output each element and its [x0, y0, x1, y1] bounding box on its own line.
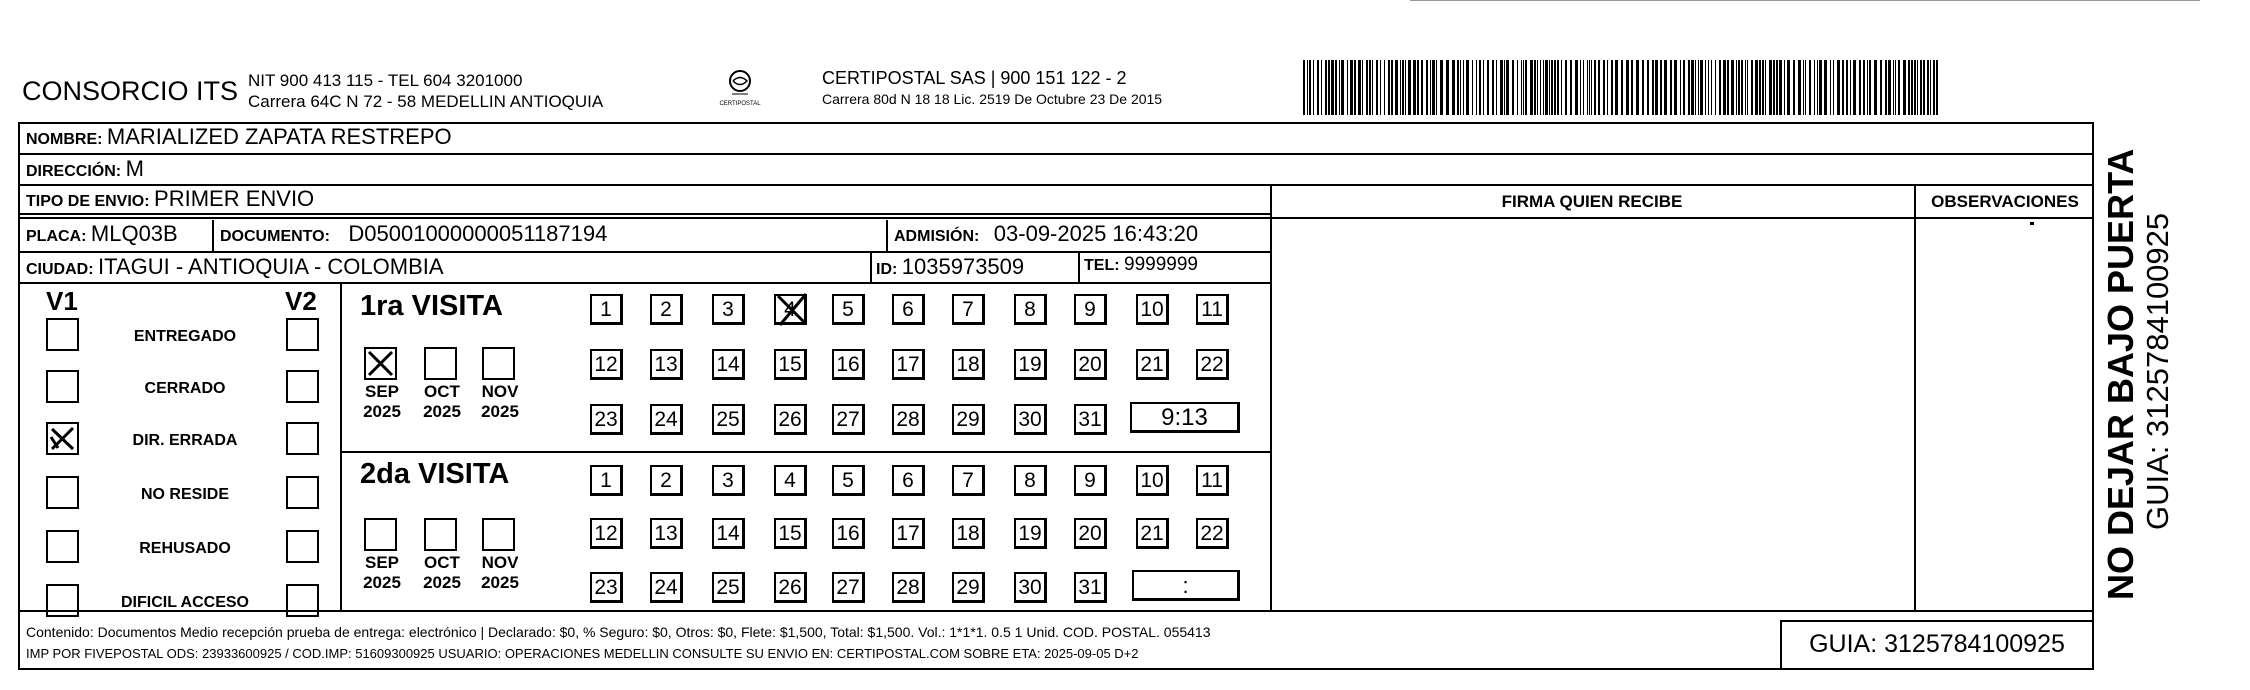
certipostal-address: Carrera 80d N 18 18 Lic. 2519 De Octubre 23 De 2015 — [822, 91, 1163, 107]
day-number: 31 — [1078, 576, 1102, 599]
visit2-day-box[interactable] — [892, 465, 925, 496]
visit1-day-box[interactable] — [1136, 349, 1169, 380]
visit1-day-box[interactable] — [1014, 404, 1047, 435]
day-number: 4 — [784, 298, 796, 321]
month-name: NOV — [481, 382, 519, 401]
status-label: DIR. ERRADA — [132, 432, 238, 449]
visit2-day-box[interactable] — [1136, 465, 1169, 496]
tipo-value: PRIMER ENVIO — [154, 186, 315, 211]
visit2-day-box[interactable] — [1196, 518, 1229, 549]
obs-mark — [2030, 222, 2034, 225]
logo-text: CERTIPOSTAL — [719, 101, 761, 107]
month-year: 2025 — [481, 573, 519, 592]
visit1-day-box[interactable] — [952, 294, 985, 325]
day-number: 25 — [716, 576, 740, 599]
day-number: 13 — [654, 522, 678, 545]
footer-line-1: Contenido: Documentos Medio recepción prueba de entrega: electrónico | Declarado: $0, % Seguro: $0, Otros: $0, Flete: $1,500, Total: $1,500. Vol.: 1*1*1. 0.5 1 Unid. COD. POSTAL. 055413 — [26, 624, 1211, 640]
status-label: DIFICIL ACCESO — [120, 594, 249, 611]
barcode — [1303, 60, 1939, 115]
id-label: ID: — [876, 261, 898, 278]
footer-line-2: IMP POR FIVEPOSTAL ODS: 23933600925 / COD.IMP: 51609300925 USUARIO: OPERACIONES MEDELLIN CONSULTE SU ENVIO EN: CERTIPOSTAL.COM SOBRE ETA: 2025-09-05 D+2 — [26, 646, 1139, 661]
day-number: 18 — [956, 353, 980, 376]
visit2-day-box[interactable] — [952, 572, 985, 603]
day-number: 7 — [962, 298, 974, 321]
day-number: 24 — [654, 576, 678, 599]
day-number: 22 — [1200, 522, 1224, 545]
visit1-month-label — [416, 382, 468, 422]
tel-field — [1084, 254, 1198, 276]
ciudad-field — [26, 254, 444, 280]
visit2-day-box[interactable] — [1196, 465, 1229, 496]
visit1-day-box[interactable] — [892, 349, 925, 380]
company-name: CONSORCIO ITS — [22, 76, 239, 106]
visit1-title: 1ra VISITA — [360, 290, 503, 322]
day-number: 13 — [654, 353, 678, 376]
company-info — [248, 70, 603, 112]
day-number: 14 — [716, 353, 740, 376]
day-number: 16 — [836, 353, 860, 376]
day-number: 21 — [1140, 353, 1164, 376]
check-x-icon — [366, 349, 395, 378]
visit1-day-box[interactable] — [712, 349, 745, 380]
visit1-month-checkbox[interactable] — [364, 347, 397, 380]
visit1-day-box[interactable] — [832, 294, 865, 325]
tipo-label: TIPO DE ENVIO: — [26, 193, 150, 210]
day-number: 20 — [1078, 353, 1102, 376]
v1-checkbox[interactable] — [46, 422, 79, 455]
visit2-day-box[interactable] — [650, 572, 683, 603]
v1-checkbox[interactable] — [46, 584, 79, 617]
visit2-day-box[interactable] — [1014, 518, 1047, 549]
visit2-day-box[interactable] — [1074, 572, 1107, 603]
day-number: 6 — [902, 298, 914, 321]
documento-field — [220, 221, 607, 247]
visit2-month-checkbox[interactable] — [364, 518, 397, 551]
visit1-day-box[interactable] — [590, 404, 623, 435]
day-number: 2 — [660, 469, 672, 492]
visit2-month-label — [474, 553, 526, 593]
day-number: 29 — [956, 408, 980, 431]
visit2-day-box[interactable] — [1074, 518, 1107, 549]
visit1-month-label — [474, 382, 526, 422]
visit2-day-box[interactable] — [1014, 572, 1047, 603]
day-number: 15 — [778, 522, 802, 545]
day-number: 6 — [902, 469, 914, 492]
day-number: 28 — [896, 408, 920, 431]
certipostal-line: CERTIPOSTAL SAS | 900 151 122 - 2 — [822, 68, 1127, 88]
day-number: 19 — [1018, 522, 1042, 545]
day-number: 21 — [1140, 522, 1164, 545]
visit2-day-box[interactable] — [952, 518, 985, 549]
day-number: 27 — [836, 576, 860, 599]
visit2-day-box[interactable] — [1014, 465, 1047, 496]
day-number: 29 — [956, 576, 980, 599]
visit1-month-checkbox[interactable] — [482, 347, 515, 380]
visit2-day-box[interactable] — [832, 572, 865, 603]
logo-icon — [723, 68, 757, 96]
nombre-value: MARIALIZED ZAPATA RESTREPO — [106, 124, 452, 149]
day-number: 23 — [594, 408, 618, 431]
day-number: 9 — [1084, 469, 1096, 492]
day-number: 20 — [1078, 522, 1102, 545]
visit2-time-text: : — [1182, 573, 1189, 598]
tel-label: TEL: — [1084, 257, 1120, 274]
cross-mark-icon — [774, 292, 810, 328]
placa-label: PLACA: — [26, 228, 87, 245]
status-label: ENTREGADO — [133, 328, 237, 345]
day-number: 17 — [896, 522, 920, 545]
visit1-day-box[interactable] — [650, 404, 683, 435]
month-name: OCT — [424, 382, 460, 401]
visit2-day-box[interactable] — [650, 465, 683, 496]
v2-checkbox[interactable] — [286, 370, 319, 403]
status-label: CERRADO — [144, 380, 226, 397]
v2-checkbox[interactable] — [286, 476, 319, 509]
month-year: 2025 — [363, 573, 401, 592]
admision-value: 03-09-2025 16:43:20 — [993, 221, 1199, 246]
status-label: REHUSADO — [139, 540, 231, 557]
id-value: 1035973509 — [901, 254, 1025, 279]
visit1-time-text: 9:13 — [1161, 404, 1208, 431]
visit1-day-box[interactable] — [1074, 294, 1107, 325]
v2-checkbox[interactable] — [286, 530, 319, 563]
nombre-field — [26, 124, 452, 150]
address-line: Carrera 64C N 72 - 58 MEDELLIN ANTIOQUIA — [248, 92, 604, 111]
month-year: 2025 — [363, 402, 401, 421]
day-number: 26 — [778, 408, 802, 431]
day-number: 27 — [836, 408, 860, 431]
visit2-month-label — [356, 553, 408, 593]
direccion-field — [26, 156, 144, 182]
v1-checkbox[interactable] — [46, 476, 79, 509]
day-number: 1 — [600, 298, 612, 321]
v1-header: V1 — [46, 286, 78, 316]
visit2-day-box[interactable] — [590, 465, 623, 496]
day-number: 3 — [722, 469, 734, 492]
day-number: 23 — [594, 576, 618, 599]
visit2-day-box[interactable] — [832, 465, 865, 496]
visit1-day-box[interactable] — [1074, 349, 1107, 380]
direccion-value: M — [125, 156, 144, 181]
day-number: 25 — [716, 408, 740, 431]
visit2-time — [1132, 570, 1240, 601]
month-name: SEP — [364, 382, 400, 401]
day-number: 4 — [784, 469, 796, 492]
day-number: 12 — [594, 353, 618, 376]
visit1-day-box[interactable] — [590, 349, 623, 380]
visit2-month-label — [416, 553, 468, 593]
visit1-day-box[interactable] — [832, 404, 865, 435]
day-number: 28 — [896, 576, 920, 599]
day-number: 31 — [1078, 408, 1102, 431]
side-guia: GUIA: 3125784100925 — [2140, 212, 2175, 530]
month-name: SEP — [364, 553, 400, 572]
visit1-day-box[interactable] — [590, 294, 623, 325]
visit1-day-box[interactable] — [650, 349, 683, 380]
day-number: 12 — [594, 522, 618, 545]
day-number: 18 — [956, 522, 980, 545]
nit-line: NIT 900 413 115 - TEL 604 3201000 — [248, 71, 523, 90]
firma-label: FIRMA QUIEN RECIBE — [1501, 192, 1683, 211]
month-name: NOV — [481, 553, 519, 572]
admision-field — [894, 221, 1198, 247]
visit2-month-checkbox[interactable] — [424, 518, 457, 551]
visit2-day-box[interactable] — [774, 518, 807, 549]
day-number: 14 — [716, 522, 740, 545]
visit2-day-box[interactable] — [832, 518, 865, 549]
month-name: OCT — [424, 553, 460, 572]
ciudad-label: CIUDAD: — [26, 261, 94, 278]
visit2-day-box[interactable] — [892, 518, 925, 549]
day-number: 8 — [1024, 298, 1036, 321]
admision-label: ADMISIÓN: — [894, 228, 980, 245]
day-number: 26 — [778, 576, 802, 599]
placa-field — [26, 221, 178, 247]
visit1-day-box[interactable] — [1014, 294, 1047, 325]
visit1-day-box[interactable] — [1196, 349, 1229, 380]
visit1-day-box[interactable] — [774, 294, 807, 325]
nombre-label: NOMBRE: — [26, 131, 103, 148]
id-field — [876, 254, 1024, 280]
day-number: 10 — [1140, 298, 1164, 321]
visit2-day-box[interactable] — [1136, 518, 1169, 549]
v1-checkbox[interactable] — [46, 530, 79, 563]
visit2-day-box[interactable] — [1074, 465, 1107, 496]
day-number: 8 — [1024, 469, 1036, 492]
tel-value: 9999999 — [1124, 254, 1198, 275]
documento-label: DOCUMENTO: — [220, 228, 330, 245]
month-year: 2025 — [481, 402, 519, 421]
visit2-day-box[interactable] — [650, 518, 683, 549]
visit1-day-box[interactable] — [1196, 294, 1229, 325]
month-year: 2025 — [423, 402, 461, 421]
side-warning: NO DEJAR BAJO PUERTA — [2100, 148, 2141, 600]
certipostal-logo — [715, 68, 765, 107]
visit1-time — [1130, 402, 1240, 433]
day-number: 19 — [1018, 353, 1042, 376]
visit1-day-box[interactable] — [1074, 404, 1107, 435]
placa-value: MLQ03B — [90, 221, 178, 246]
visit2-day-box[interactable] — [774, 572, 807, 603]
day-number: 11 — [1201, 298, 1223, 321]
visit1-day-box[interactable] — [712, 404, 745, 435]
v2-checkbox[interactable] — [286, 422, 319, 455]
day-number: 9 — [1084, 298, 1096, 321]
visit1-day-box[interactable] — [650, 294, 683, 325]
visit2-month-checkbox[interactable] — [482, 518, 515, 551]
day-number: 16 — [836, 522, 860, 545]
day-number: 17 — [896, 353, 920, 376]
check-x-icon — [48, 424, 77, 453]
day-number: 11 — [1201, 469, 1223, 492]
day-number: 5 — [842, 469, 854, 492]
direccion-label: DIRECCIÓN: — [26, 163, 122, 180]
visit2-day-box[interactable] — [712, 465, 745, 496]
day-number: 7 — [962, 469, 974, 492]
certipostal-info — [822, 68, 1162, 110]
day-number: 24 — [654, 408, 678, 431]
visit2-day-box[interactable] — [712, 572, 745, 603]
visit2-day-box[interactable] — [712, 518, 745, 549]
day-number: 5 — [842, 298, 854, 321]
status-label: NO RESIDE — [140, 486, 229, 503]
visit2-title: 2da VISITA — [360, 458, 510, 490]
visit1-day-box[interactable] — [712, 294, 745, 325]
visit1-month-label — [356, 382, 408, 422]
visit1-day-box[interactable] — [832, 349, 865, 380]
day-number: 22 — [1200, 353, 1224, 376]
visit1-day-box[interactable] — [1014, 349, 1047, 380]
visit1-day-box[interactable] — [952, 349, 985, 380]
month-year: 2025 — [423, 573, 461, 592]
day-number: 30 — [1018, 576, 1042, 599]
ciudad-value: ITAGUI - ANTIOQUIA - COLOMBIA — [98, 254, 444, 279]
v2-header: V2 — [285, 286, 317, 316]
visit1-day-box[interactable] — [892, 294, 925, 325]
v2-checkbox[interactable] — [286, 584, 319, 617]
visit1-day-box[interactable] — [892, 404, 925, 435]
v1-checkbox[interactable] — [46, 370, 79, 403]
visit2-day-box[interactable] — [590, 518, 623, 549]
day-number: 3 — [722, 298, 734, 321]
visit1-day-box[interactable] — [1136, 294, 1169, 325]
visit2-day-box[interactable] — [590, 572, 623, 603]
footer-guia: GUIA: 3125784100925 — [1809, 630, 2065, 658]
visit1-day-box[interactable] — [774, 349, 807, 380]
observaciones-label: OBSERVACIONES — [1931, 192, 2079, 211]
day-number: 30 — [1018, 408, 1042, 431]
v1-checkbox[interactable] — [46, 318, 79, 351]
visit2-day-box[interactable] — [952, 465, 985, 496]
day-number: 10 — [1140, 469, 1164, 492]
visit1-month-checkbox[interactable] — [424, 347, 457, 380]
visit2-day-box[interactable] — [892, 572, 925, 603]
visit2-day-box[interactable] — [774, 465, 807, 496]
day-number: 1 — [600, 469, 612, 492]
documento-value: D05001000000051187194 — [348, 221, 608, 246]
day-number: 15 — [778, 353, 802, 376]
visit1-day-box[interactable] — [774, 404, 807, 435]
visit1-day-box[interactable] — [952, 404, 985, 435]
v2-checkbox[interactable] — [286, 318, 319, 351]
tipo-field — [26, 186, 314, 212]
day-number: 2 — [660, 298, 672, 321]
